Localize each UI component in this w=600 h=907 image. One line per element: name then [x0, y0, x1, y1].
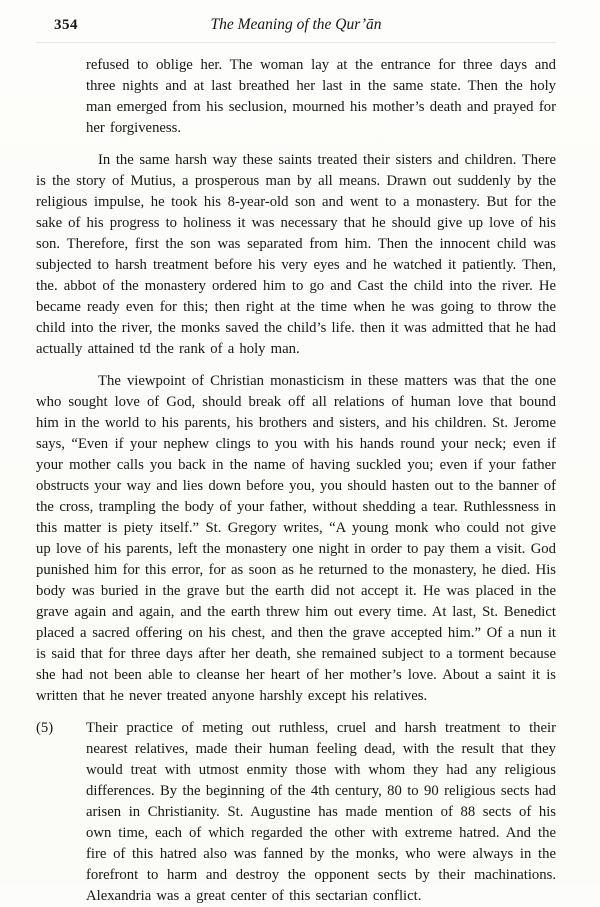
page-header [36, 16, 556, 43]
page-number: 354 [54, 17, 78, 33]
running-title: The Meaning of the Qur’ān [210, 16, 382, 33]
paragraph: In the same harsh way these saints treated their sisters and children. There is the story of Mutius, a prosperous man by all means. Drawn out suddenly by the religious impulse, he took his 8-year-old son and went to a monastery. But for the sake of his progress to holiness it was necessary that he should give up love of his son. Therefore, first the son was separated from him. Then the innocent child was subjected to harsh treatment before his very eyes and he watched it patiently. Then, the. abbot of the monastery ordered him to go and Cast the child into the river. He became ready even for this; then right at the time when he was going to throw the child into the river, the monks saved the child’s life. then it was admitted that he had actually attained td the rank of a holy man. [36, 152, 556, 357]
paragraph: The viewpoint of Christian monasticism in these matters was that the one who sought love of God, should break off all relations of human love that bound him in the world to his parents, his brothers and sisters, and his children. St. Jerome says, “Even if your nephew clings to you with his hands round your neck; even if your mother calls you back in the name of having suckled you; even if your father obstructs your way and lies down before you, you should hasten out to the banner of the cross, trampling the body of your father, without shedding a tear. Ruthlessness in this matter is piety itself.” St. Gregory writes, “A young monk who could not give up love of his parents, left the monastery one night in order to pay them a visit. God punished him for this error, for as soon as he returned to the monastery, he died. His body was buried in the grave but the earth did not accept it. He was placed in the grave again and again, and the earth threw him out every time. At last, St. Benedict placed a sacred offering on his chest, and then the grave accepted him.” Of a nun it is said that for three days after her death, she remained subject to a torment because she had not been able to cleanse her heart of her mother’s love. About a saint it is written that he never treated anyone harshly except his relatives. [36, 373, 556, 704]
item-marker: (5) [36, 720, 54, 736]
numbered-item [36, 718, 556, 907]
item-text: Their practice of meting out ruthless, cruel and harsh treatment to their nearest relatives, made their human feeling dead, with the result that they would treat with utmost enmity those with whom they had any religious differences. By the beginning of the 4th century, 80 to 90 religious sects had arisen in Christianity. St. Augustine has made mention of 88 sects of his own time, each of which regarded the other with extreme hatred. And the fire of this hatred also was fanned by the monks, who were always in the forefront to harm and destroy the opponent sects by their machinations. Alexandria was a great center of this sectarian conflict. [86, 720, 556, 904]
page-body [36, 55, 556, 907]
paragraph-continuation: refused to oblige her. The woman lay at the entrance for three days and three nights and at last breathed her last in the same state. Then the holy man emerged from his seclusion, mourned his mother’s death and prayed for her forgiveness. [86, 57, 556, 136]
